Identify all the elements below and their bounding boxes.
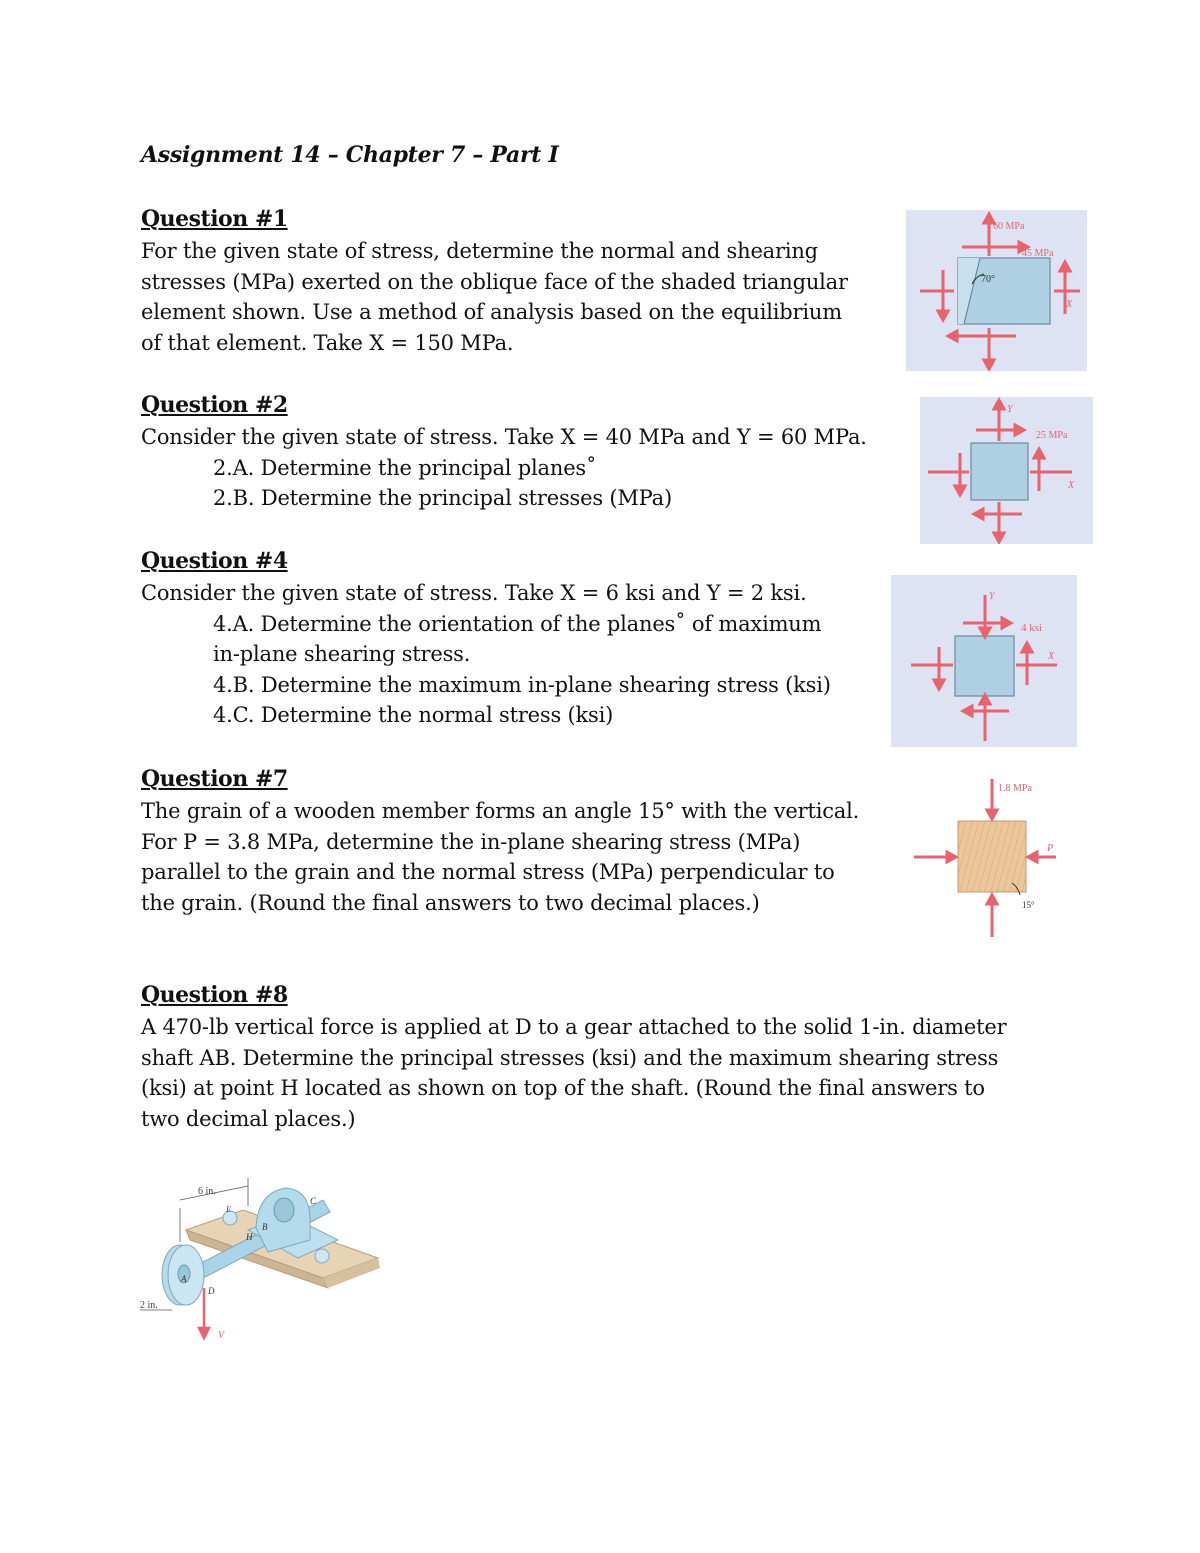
figure-label: P <box>1047 843 1054 854</box>
text-line: shaft AB. Determine the principal stresses (ksi) and the maximum shearing stress <box>141 1045 999 1070</box>
figure-label: 60 MPa <box>993 221 1025 232</box>
question-2-text <box>141 422 867 514</box>
text-line: parallel to the grain and the normal stress (MPa) perpendicular to <box>141 860 835 884</box>
text-line: 2.B. Determine the principal stresses (MPa) <box>213 486 672 510</box>
figure-label: H <box>246 1232 253 1242</box>
figure-label: V <box>218 1330 225 1341</box>
question-7-text <box>141 796 859 918</box>
figure-label: B <box>262 1222 268 1232</box>
figure-label: 2 in. <box>140 1300 158 1311</box>
text-line: The grain of a wooden member forms an angle 15° with the vertical. <box>141 799 860 823</box>
figure-label: X <box>1066 299 1073 310</box>
figure-label: 6 in. <box>198 1186 216 1197</box>
figure-label: 45 MPa <box>1022 248 1054 259</box>
figure-q1-stress-element <box>906 210 1087 371</box>
text-line: For P = 3.8 MPa, determine the in-plane shearing stress (MPa) <box>141 829 801 854</box>
text-line: the grain. (Round the final answers to two decimal places.) <box>141 890 760 915</box>
text-line: For the given state of stress, determine the normal and shearing <box>141 239 818 263</box>
question-7-heading: Question #7 <box>141 766 288 792</box>
figure-label: D <box>208 1286 215 1296</box>
question-4-heading: Question #4 <box>141 548 288 574</box>
question-1-text <box>141 236 848 358</box>
figure-label: 15° <box>1022 900 1035 910</box>
text-line: element shown. Use a method of analysis based on the equilibrium <box>141 300 842 324</box>
figure-label: E <box>226 1205 231 1214</box>
figure-label: 25 MPa <box>1036 430 1068 441</box>
page-title: Assignment 14 – Chapter 7 – Part I <box>141 142 559 168</box>
figure-label: 1.8 MPa <box>998 783 1032 794</box>
text-line: Consider the given state of stress. Take X = 40 MPa and Y = 60 MPa. <box>141 425 867 449</box>
figure-q8-gear-shaft <box>138 1170 383 1345</box>
text-line: A 470-lb vertical force is applied at D to a gear attached to the solid 1-in. diameter <box>141 1015 1007 1039</box>
question-8-heading: Question #8 <box>141 982 288 1008</box>
question-2-heading: Question #2 <box>141 392 288 418</box>
text-line: in-plane shearing stress. <box>213 642 471 666</box>
figure-q2-stress-element <box>920 397 1093 544</box>
figure-label: Y <box>1007 404 1013 415</box>
text-line: stresses (MPa) exerted on the oblique face of the shaded triangular <box>141 269 848 294</box>
text-line: Consider the given state of stress. Take X = 6 ksi and Y = 2 ksi. <box>141 581 807 605</box>
figure-label: X <box>1068 480 1075 491</box>
question-4-text <box>141 578 831 731</box>
figure-label: Y <box>989 591 995 602</box>
figure-q4-stress-element <box>891 575 1077 747</box>
figure-q7-wooden-member <box>910 775 1060 940</box>
question-1-heading: Question #1 <box>141 206 288 232</box>
text-line: 4.C. Determine the normal stress (ksi) <box>213 703 614 727</box>
figure-label: X <box>1048 651 1055 662</box>
text-line: (ksi) at point H located as shown on top of the shaft. (Round the final answers to <box>141 1076 985 1100</box>
figure-label: 70° <box>981 274 995 285</box>
text-line: 4.B. Determine the maximum in-plane shearing stress (ksi) <box>213 672 831 697</box>
figure-label: A <box>181 1274 187 1284</box>
text-line: 4.A. Determine the orientation of the planes˚ of maximum <box>213 611 822 636</box>
question-8-text <box>141 1012 1006 1134</box>
text-line: two decimal places.) <box>141 1106 356 1131</box>
text-line: 2.A. Determine the principal planes˚ <box>213 455 597 480</box>
text-line: of that element. Take X = 150 MPa. <box>141 330 514 355</box>
figure-label: 4 ksi <box>1021 622 1043 634</box>
figure-label: C <box>310 1196 317 1206</box>
